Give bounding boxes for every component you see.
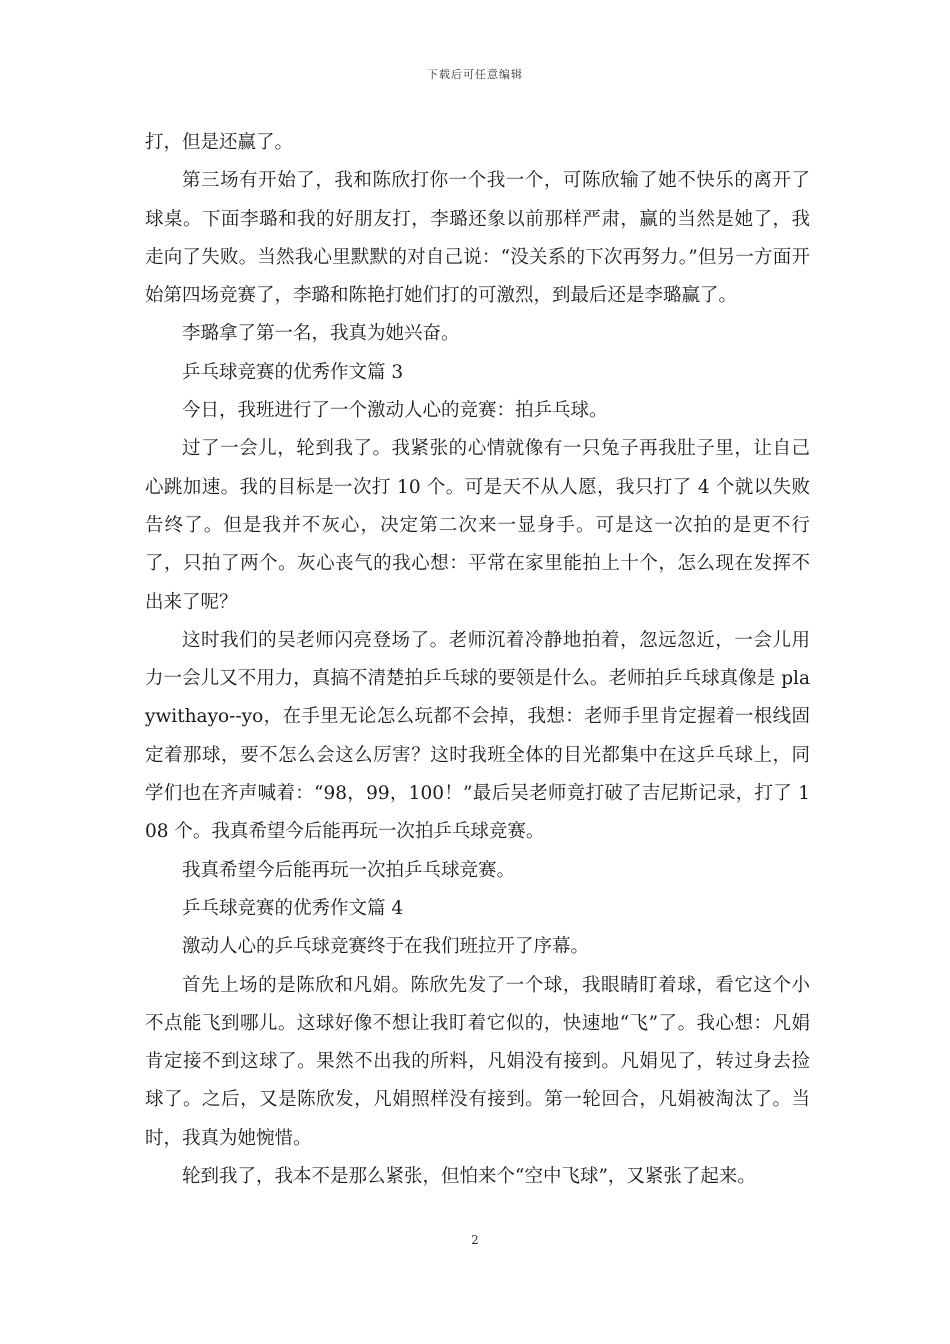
page-number: 2: [471, 1233, 479, 1247]
paragraph: 打，但是还赢了。: [145, 132, 294, 153]
paragraph: 首先上场的是陈欣和凡娟。陈欣先发了一个球，我眼睛盯着球，看它这个小不点能飞到哪儿。这球好像不想让我盯着它似的，快速地“飞”了。我心想：凡娟肯定接不到这球了。果然不出我的所料，凡娟没有接到。凡娟见了，转过身去捡球了。之后，又是陈欣发，凡娟照样没有接到。第一轮回合，凡娟被淘汰了。当时，我真为她惋惜。: [145, 974, 810, 1149]
section-heading: 乒乓球竞赛的优秀作文篇 4: [182, 897, 404, 919]
document-body: [145, 124, 810, 1196]
paragraph: 过了一会儿，轮到我了。我紧张的心情就像有一只兔子再我肚子里，让自己心跳加速。我的目标是一次打 10 个。可是天不从人愿，我只打了 4 个就以失败告终了。但是我并不灰心，决定第二次来一显身手。可是这一次拍的是更不行了，只拍了两个。灰心丧气的我心想：平常在家里能拍上十个，怎么现在发挥不出来了呢？: [145, 438, 810, 613]
paragraph: 这时我们的吴老师闪亮登场了。老师沉着冷静地拍着，忽远忽近，一会儿用力一会儿又不用力，真搞不清楚拍乒乓球的要领是什么。老师拍乒乓球真像是 playwithayo--yo，在手里无论怎么玩都不会掉，我想：老师手里肯定握着一根线固定着那球，要不怎么会这么厉害？这时我班全体的目光都集中在这乒乓球上，同学们也在齐声喊着：“98，99，100！”最后吴老师竟打破了吉尼斯记录，打了 108 个。我真希望今后能再玩一次拍乒乓球竞赛。: [145, 629, 810, 843]
paragraph: 我真希望今后能再玩一次拍乒乓球竞赛。: [182, 859, 516, 881]
paragraph: 激动人心的乒乓球竞赛终于在我们班拉开了序幕。: [182, 936, 590, 958]
page-header: 下载后可任意编辑: [427, 68, 523, 81]
section-heading: 乒乓球竞赛的优秀作文篇 3: [182, 361, 404, 383]
paragraph: 今日，我班进行了一个激动人心的竞赛：拍乒乓球。: [182, 400, 608, 422]
paragraph: 第三场有开始了，我和陈欣打你一个我一个，可陈欣输了她不快乐的离开了球桌。下面李璐和我的好朋友打，李璐还象以前那样严肃，赢的当然是她了，我走向了失败。当然我心里默默的对自己说：“没关系的下次再努力。”但另一方面开始第四场竞赛了，李璐和陈艳打她们打的可激烈，到最后还是李璐赢了。: [145, 170, 810, 307]
paragraph: 轮到我了，我本不是那么紧张，但怕来个“空中飞球”，又紧张了起来。: [182, 1166, 756, 1188]
paragraph: 李璐拿了第一名，我真为她兴奋。: [182, 323, 460, 345]
